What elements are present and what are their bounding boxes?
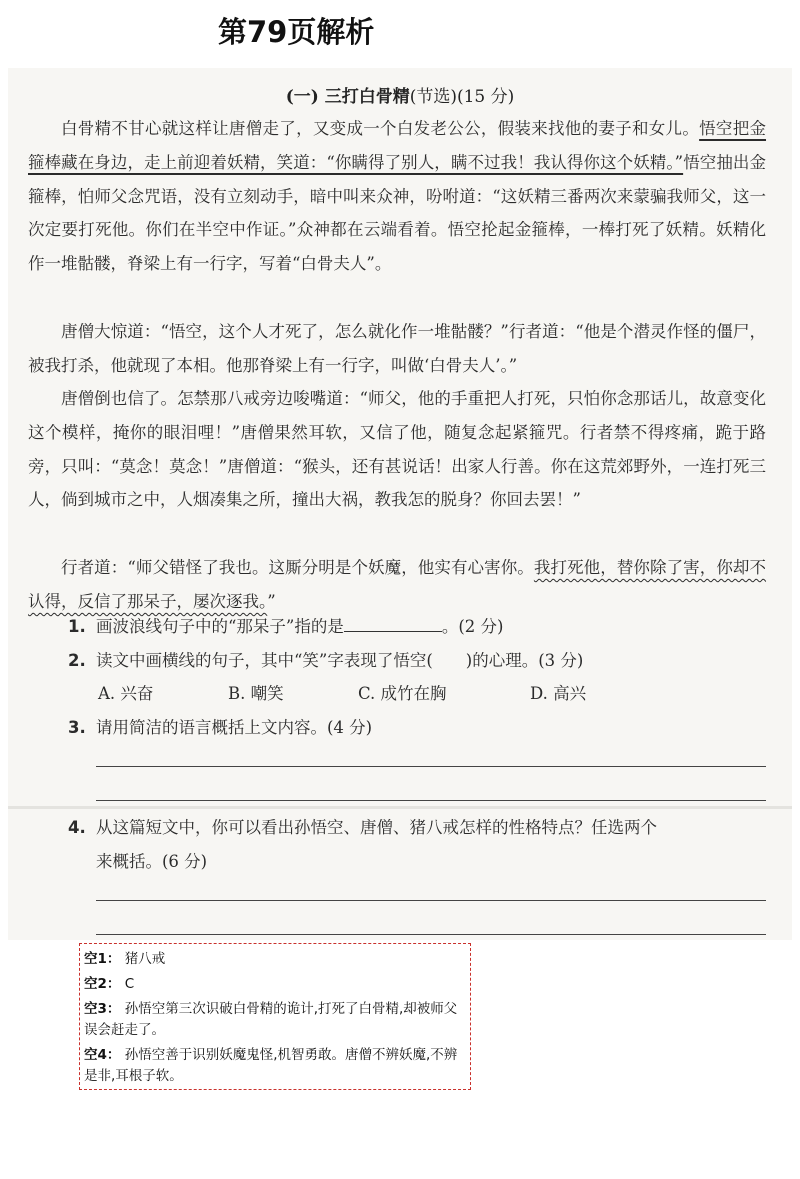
- p1-text-b: 悟空抽出金箍棒，怕师父念咒语，没有立刻动手，暗中叫来众神，吩咐道：“这妖精三番两次来蒙骗我师父，这一次定要打死他。你们在半空中作证。”众神都在云端看着。悟空抡起金箍棒，一棒打死了妖精。妖精化作一堆骷髅，脊梁上有一行字，写着“白骨夫人”。: [28, 152, 767, 274]
- q2-option-d[interactable]: D. 高兴: [530, 684, 587, 703]
- answer-1-label: 空1：: [84, 951, 121, 967]
- answer-4: [84, 1045, 466, 1087]
- q4-text-line2: 来概括。(6 分): [96, 852, 208, 871]
- section-title-main: (一) 三打白骨精: [285, 87, 410, 107]
- p4-text-a: 行者道：“师父错怪了我也。这厮分明是个妖魔，他实有心害你。: [61, 558, 534, 577]
- passage-paragraph-3: 唐僧倒也信了。怎禁那八戒旁边唆嘴道：“师父，他的手重把人打死，只怕你念那话儿，故意变化这个模样，掩你的眼泪哩！”唐僧果然耳软，又信了他，随复念起紧箍咒。行者禁不得疼痛，跪于路旁，只叫：“莫念！莫念！”唐僧道：“猴头，还有甚说话！出家人行善。你在这荒郊野外，一连打死三人，倘到城市之中，人烟凑集之所，撞出大祸，教我怎的脱身？你回去罢！”: [28, 389, 766, 510]
- passage-paragraph-4: [28, 551, 766, 619]
- scan-fold: [8, 806, 792, 809]
- answer-3: [84, 999, 466, 1041]
- q4-answer-line-1[interactable]: [96, 900, 766, 901]
- textbook-scan: [8, 68, 792, 940]
- q1-text-b: 。(2 分): [441, 617, 504, 636]
- answer-2-text: C: [124, 976, 135, 992]
- question-2: [68, 647, 583, 671]
- question-4: [68, 814, 657, 838]
- q4-answer-line-2[interactable]: [96, 934, 766, 935]
- answer-4-label: 空4：: [84, 1047, 121, 1063]
- q1-text-a: 画波浪线句子中的“那呆子”指的是: [96, 617, 344, 636]
- q3-number: 3.: [68, 718, 86, 737]
- p4-text-b: ”: [267, 591, 276, 611]
- answer-1-text: 猪八戒: [124, 951, 166, 967]
- question-3: [68, 714, 372, 738]
- q1-answer-blank[interactable]: [344, 615, 442, 632]
- section-subtitle: (节选)(15 分): [409, 87, 515, 107]
- section-title: [8, 82, 792, 107]
- answer-2: [84, 974, 466, 995]
- question-1: [68, 613, 504, 637]
- answer-2-label: 空2：: [84, 976, 121, 992]
- answer-3-text: 孙悟空第三次识破白骨精的诡计,打死了白骨精,却被师父误会赶走了。: [84, 1001, 458, 1038]
- p1-underlined-sentence: 悟空把金箍棒藏在身边，走上前迎着妖精，笑道：“你瞒得了别人，瞒不过我！我认得你这个妖精。”: [28, 119, 767, 172]
- answer-box: [79, 943, 471, 1090]
- passage-paragraph-2: 唐僧大惊道：“悟空，这个人才死了，怎么就化作一堆骷髅？”行者道：“他是个潜灵作怪的僵尸，被我打杀，他就现了本相。他那脊梁上有一行字，叫做‘白骨夫人’。”: [28, 322, 766, 375]
- q3-answer-line-1[interactable]: [96, 766, 766, 767]
- q2-number: 2.: [68, 651, 86, 670]
- passage-paragraph-1: [28, 112, 766, 281]
- q1-number: 1.: [68, 617, 86, 636]
- answer-1: [84, 949, 466, 970]
- q3-answer-line-2[interactable]: [96, 800, 766, 801]
- answer-4-text: 孙悟空善于识别妖魔鬼怪,机智勇敢。唐僧不辨妖魔,不辨是非,耳根子软。: [84, 1047, 458, 1084]
- q2-text: 读文中画横线的句子，其中“笑”字表现了悟空( )的心理。(3 分): [96, 651, 584, 670]
- page-title: 第79页解析: [218, 15, 375, 49]
- p1-text-a: 白骨精不甘心就这样让唐僧走了，又变成一个白发老公公，假装来找他的妻子和女儿。: [61, 119, 700, 138]
- q4-number: 4.: [68, 818, 86, 837]
- q3-text: 请用简洁的语言概括上文内容。(4 分): [96, 718, 373, 737]
- p4-wavy-sentence: 我打死他，替你除了害，你却不认得，反信了那呆子，屡次逐我。: [28, 558, 767, 611]
- q2-options: [98, 680, 586, 704]
- q4-text-line1: 从这篇短文中，你可以看出孙悟空、唐僧、猪八戒怎样的性格特点？任选两个: [96, 818, 657, 837]
- q2-option-b[interactable]: B. 嘲笑: [228, 684, 284, 703]
- q2-option-c[interactable]: C. 成竹在胸: [358, 684, 447, 703]
- q2-option-a[interactable]: A. 兴奋: [98, 684, 154, 703]
- answer-3-label: 空3：: [84, 1001, 121, 1017]
